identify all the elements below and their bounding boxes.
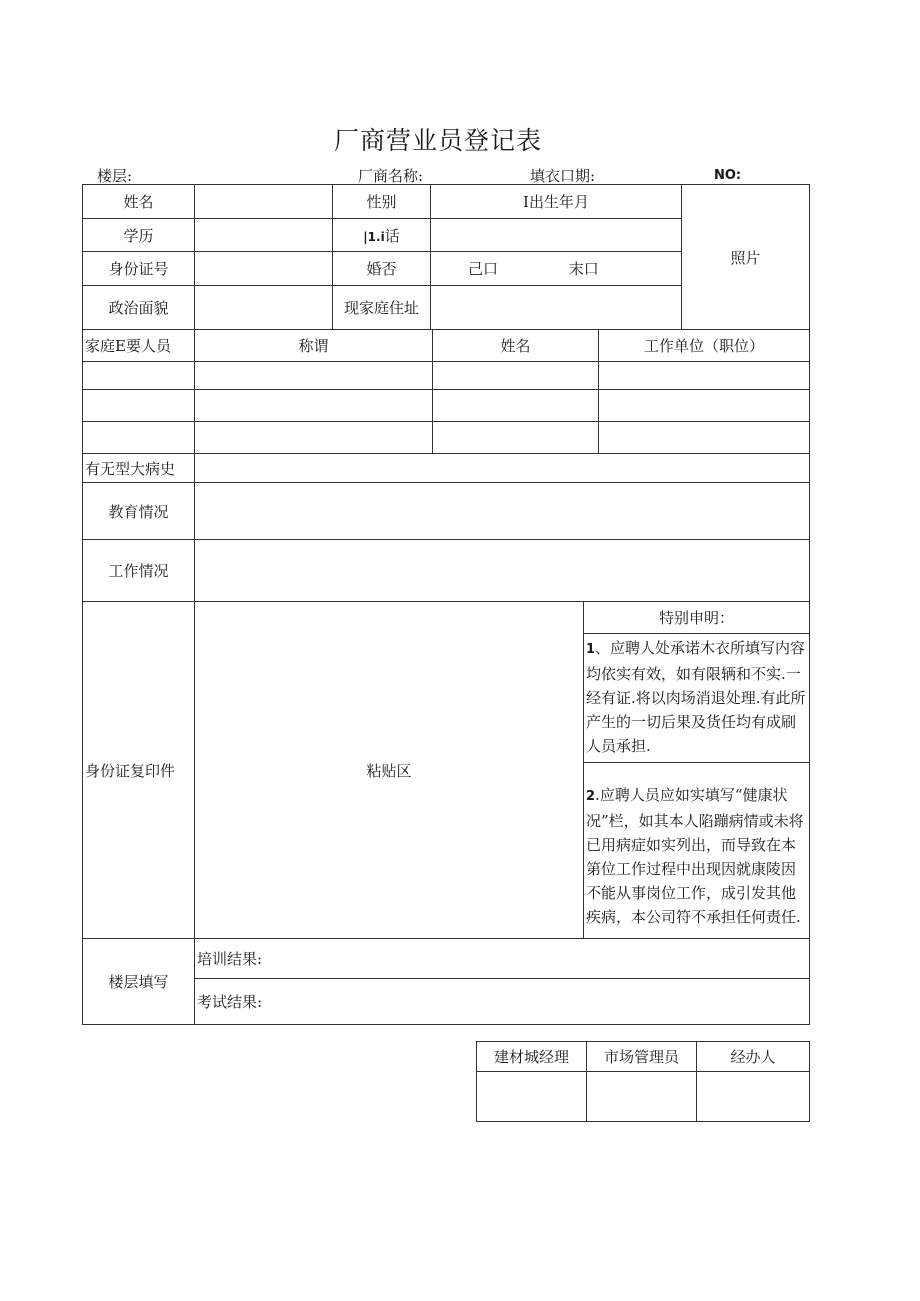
table-cell[interactable] <box>433 422 599 454</box>
form-number-label: NO: <box>714 168 742 183</box>
photo-box[interactable] <box>682 185 810 330</box>
marital-status-label: 婚否 <box>333 252 431 286</box>
education-history-field[interactable] <box>195 483 810 540</box>
table-cell[interactable] <box>195 390 433 422</box>
phone-field[interactable] <box>431 219 682 252</box>
name-field[interactable] <box>195 185 333 219</box>
signature-table <box>476 1041 810 1122</box>
paste-area-label: 粘贴区 <box>366 761 412 780</box>
gender-label: 性别 <box>333 185 431 219</box>
floor-fill-label: 楼层填写 <box>83 939 195 1025</box>
birth-date-label: I出生年月 <box>431 185 682 219</box>
table-cell[interactable] <box>83 362 195 390</box>
signature-field-market-admin[interactable] <box>587 1072 697 1122</box>
declaration-title: 特别申明： <box>584 602 810 634</box>
family-history-table <box>82 329 810 602</box>
home-address-field[interactable] <box>431 286 682 330</box>
fill-date-label: 填衣口期: <box>530 167 596 185</box>
table-row <box>83 422 810 454</box>
personal-info-table <box>82 184 810 330</box>
vendor-name-label: 厂商名称: <box>358 167 424 185</box>
table-cell[interactable] <box>83 422 195 454</box>
declaration-item-2 <box>584 763 810 939</box>
signature-field-handler[interactable] <box>697 1072 810 1122</box>
exam-result-field[interactable] <box>195 979 810 1025</box>
home-address-label: 现家庭住址 <box>333 286 431 330</box>
training-result-label: 培训结果: <box>197 950 263 968</box>
name-label: 姓名 <box>83 185 195 219</box>
signature-field-manager[interactable] <box>477 1072 587 1122</box>
table-row <box>83 362 810 390</box>
id-copy-label: 身份证复印件 <box>83 602 195 939</box>
id-copy-table <box>82 601 810 1025</box>
table-cell[interactable] <box>599 362 810 390</box>
declaration-item-2-text: .应聘人员应如实填写“健康状况”栏，如其本人陷蹦病情或未将已用病症如实列出，而导致在本第位工作过程中出现因就康陵因不能从事岗位工作，成引发其他疾病，本公司符不承担任何责任. <box>586 786 804 926</box>
table-cell[interactable] <box>83 390 195 422</box>
work-history-field[interactable] <box>195 540 810 602</box>
relation-column-header: 称谓 <box>195 330 433 362</box>
photo-label: 照片 <box>730 248 761 267</box>
id-number-label: 身份证号 <box>83 252 195 286</box>
family-name-column-header: 姓名 <box>433 330 599 362</box>
political-status-field[interactable] <box>195 286 333 330</box>
education-history-label: 教育情况 <box>83 483 195 540</box>
education-field[interactable] <box>195 219 333 252</box>
training-result-field[interactable] <box>195 939 810 979</box>
signature-header-market-admin: 市场管理员 <box>587 1042 697 1072</box>
political-status-label: 政治面貌 <box>83 286 195 330</box>
family-members-label: 家庭E要人员 <box>83 330 195 362</box>
phone-label-prefix: |1.i <box>363 229 385 244</box>
table-cell[interactable] <box>599 390 810 422</box>
education-label: 学历 <box>83 219 195 252</box>
marital-status-options <box>431 252 682 286</box>
table-cell[interactable] <box>195 422 433 454</box>
declaration-item-1-number: 1 <box>586 642 596 657</box>
table-cell[interactable] <box>433 362 599 390</box>
declaration-item-1 <box>584 634 810 763</box>
illness-history-label: 有无型大病史 <box>83 454 195 483</box>
floor-label: 楼层: <box>97 167 133 185</box>
declaration-item-2-number: 2 <box>586 789 596 804</box>
exam-result-label: 考试结果: <box>197 993 263 1011</box>
signature-header-manager: 建材城经理 <box>477 1042 587 1072</box>
unmarried-option[interactable]: 末口 <box>568 260 599 278</box>
phone-label <box>333 219 431 252</box>
phone-label-suffix: 话 <box>384 226 400 245</box>
declaration-item-1-text: 、应聘人处承诺木衣所填写内容均依实有效，如有限辆和不实.一经有证.将以肉场消退处理.有此所产生的一切后果及货任均有成刷人员承担. <box>586 639 806 755</box>
employer-column-header: 工作单位（职位） <box>599 330 810 362</box>
paste-area[interactable] <box>195 602 584 939</box>
table-cell[interactable] <box>599 422 810 454</box>
married-option[interactable]: 己口 <box>468 260 499 278</box>
table-cell[interactable] <box>195 362 433 390</box>
id-number-field[interactable] <box>195 252 333 286</box>
signature-header-handler: 经办人 <box>697 1042 810 1072</box>
illness-history-field[interactable] <box>195 454 810 483</box>
table-row <box>83 390 810 422</box>
work-history-label: 工作情况 <box>83 540 195 602</box>
form-title: 厂商营业员登记表 <box>334 126 543 155</box>
table-cell[interactable] <box>433 390 599 422</box>
